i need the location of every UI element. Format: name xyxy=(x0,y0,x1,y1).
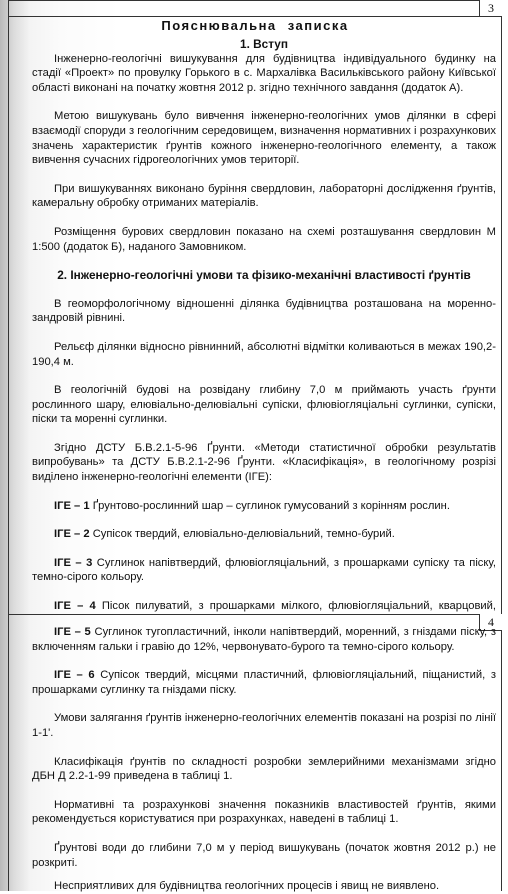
paragraph: Нормативні та розрахункові значення показників властивостей ґрунтів, якими рекомендується користуватися при розрахунках, наведені в таблиці 1. xyxy=(32,798,496,826)
ige-label: ІГЕ – 3 xyxy=(54,556,93,569)
page-title: Пояснювальна записка xyxy=(8,16,502,35)
ige-label: ІГЕ – 4 xyxy=(54,600,96,613)
ige-item xyxy=(32,527,496,542)
ige-description: Суглинок тугопластичний, інколи напівтвердий, моренний, з гніздами піску, з включенням гальки і гравію до 12%, червонувато-бурого та темно-сірого кольору. xyxy=(32,626,497,653)
ige-label: ІГЕ – 2 xyxy=(54,528,90,541)
paragraph: Класифікація ґрунтів по складності розробки землерийними механізмами згідно ДБН Д 2.2-1-99 приведена в таблиці 1. xyxy=(32,755,496,783)
paragraph: При вишукуваннях виконано буріння свердловин, лабораторні дослідження ґрунтів, камеральну обробку отриманих матеріалів. xyxy=(32,182,496,210)
paragraph: Інженерно-геологічні вишукування для будівництва індивідуального будинку на стадії «Проект» по провулку Горького в с. Мархалівка Васильківського району Київської області виконані на початку жовтня 2012 р. згідно технічного завдання (додаток А). xyxy=(32,52,496,94)
ige-item xyxy=(32,625,496,654)
page-content xyxy=(32,625,496,894)
ige-label: ІГЕ – 1 xyxy=(54,499,90,512)
ige-item xyxy=(32,556,496,585)
ige-description: Супісок твердий, елювіально-делювіальний, темно-бурий. xyxy=(92,528,395,541)
page-4 xyxy=(0,614,508,891)
ige-description: Ґрунтово-рослинний шар – суглинок гумусований з корінням рослин. xyxy=(92,499,450,512)
ige-description: Супісок твердий, місцями пластичний, флювіогляціальний, піщанистий, з прошарками суглинку та гніздами піску. xyxy=(32,669,496,696)
paragraph: Згідно ДСТУ Б.В.2.1-5-96 Ґрунти. «Методи статистичної обробки результатів випробувань» та ДСТУ Б.В.2.1-2-96 Ґрунти. «Класифікація», в геологічному розрізі виділено інженерно-геологічні елементи (ІГЕ): xyxy=(32,441,496,484)
ige-description: Пісок пилуватий, з прошарками мілкого, флювіогляціальний, кварцовий, xyxy=(101,600,497,613)
section-heading-intro: 1. Вступ xyxy=(240,37,288,51)
ige-label: ІГЕ – 5 xyxy=(54,626,91,638)
page-number: 3 xyxy=(479,0,502,17)
page-content xyxy=(32,37,496,628)
paragraph: Ґрунтові води до глибини 7,0 м у період вишукувань (початок жовтня 2012 р.) не розкриті. xyxy=(32,841,496,869)
section-heading-conditions: 2. Інженерно-геологічні умови та фізико-механічні властивості ґрунтів xyxy=(57,268,471,283)
paragraph: Умови залягання ґрунтів інженерно-геологічних елементів показані на розрізі по лінії 1-1'. xyxy=(32,712,496,739)
ige-description: Суглинок напівтвердий, флювіогляціальний, з прошарками супіску та піску, темно-сірого кольору. xyxy=(32,556,497,584)
paragraph: В геологічній будові на розвідану глибину 7,0 м приймають участь ґрунти рослинного шару, елювіально-делювіальні супіски, флювіогляціальні суглинки, супіски, піски та моренні суглинки. xyxy=(32,384,496,426)
ige-item xyxy=(32,668,496,697)
paragraph: Метою вишукувань було вивчення інженерно-геологічних умов ділянки в сфері взаємодії споруди з геологічним середовищем, визначення нормативних і розрахункових значень характеристик ґрунтів кожного інженерно-геологічного елементу, а також вивчення сучасних гідрогеологічних умов території. xyxy=(32,110,496,167)
page-number: 4 xyxy=(479,614,502,631)
ige-label: ІГЕ – 6 xyxy=(54,669,95,682)
paragraph: Розміщення бурових свердловин показано на схемі розташування свердловин М 1:500 (додаток Б), наданого Замовником. xyxy=(32,225,496,253)
paragraph: Несприятливих для будівництва геологічних процесів і явищ не виявлено. xyxy=(54,880,440,893)
paragraph: В геоморфологічному відношенні ділянка будівництва розташована на моренно-зандровій рівнині. xyxy=(32,297,496,325)
paragraph: Рельєф ділянки відносно рівнинний, абсолютні відмітки коливаються в межах 190,2-190,4 м. xyxy=(32,340,496,368)
ige-item xyxy=(32,499,496,514)
